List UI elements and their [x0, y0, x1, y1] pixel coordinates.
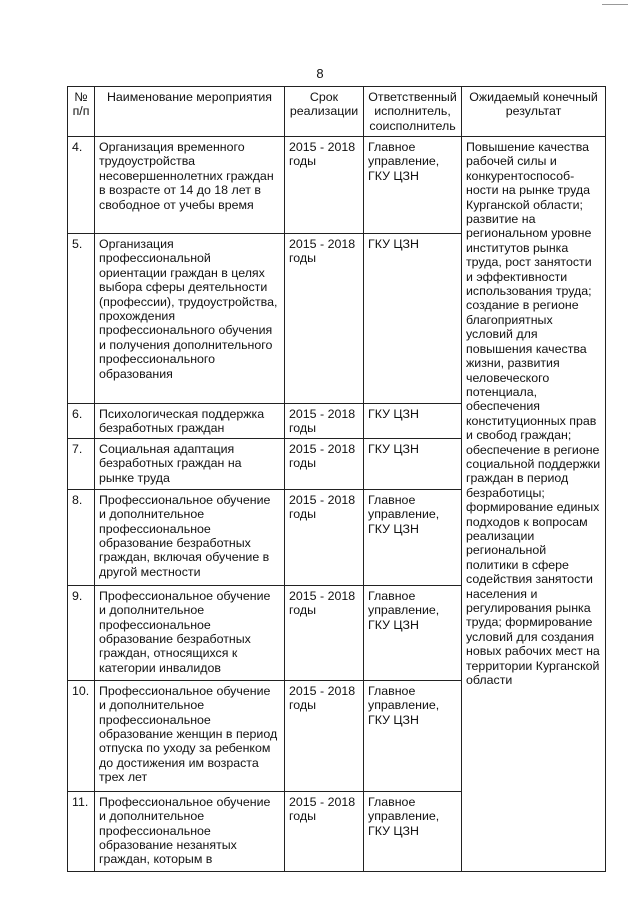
header-executor: Ответственный исполнитель, соисполнитель: [364, 87, 462, 137]
table-header: [68, 87, 606, 137]
measure-term: 2015 - 2018 годы: [285, 680, 364, 791]
row-number: 8.: [68, 489, 95, 585]
header-number: № п/п: [68, 87, 95, 137]
page-number: 8: [316, 66, 324, 81]
table-row: [68, 137, 606, 234]
header-measure-name: Наименование мероприятия: [95, 87, 285, 137]
measure-name: Профессиональное обучение и дополнительное профессиональное образование женщин в период отпуска по уходу за ребенком до достижения им возраста трех лет: [95, 680, 285, 791]
measure-term: 2015 - 2018 годы: [285, 585, 364, 680]
header-result: Ожидаемый конечный результат: [462, 87, 606, 137]
row-number: 6.: [68, 404, 95, 439]
measure-term: 2015 - 2018 годы: [285, 791, 364, 871]
header-term: Срок реализации: [285, 87, 364, 137]
expected-result: Повышение качества рабочей силы и конкурентоспособ-ности на рынке труда Курганской области; развитие на региональном уровне институтов рынка труда, рост занятости и эффективности использования труда; создание в регионе благоприятных условий для повышения качества жизни, развития человеческого потенциала, обеспечения конституционных прав и свобод граждан; обеспечение в регионе социальной поддержки граждан в период безработицы; формирование единых подходов к вопросам реализации региональной политики в сфере содействия занятости населения и регулирования рынка труда; формирование условий для создания новых рабочих мест на территории Курганской области: [462, 137, 606, 872]
measure-term: 2015 - 2018 годы: [285, 234, 364, 404]
measure-executor: ГКУ ЦЗН: [364, 438, 462, 489]
row-number: 7.: [68, 438, 95, 489]
measure-executor: Главное управление, ГКУ ЦЗН: [364, 585, 462, 680]
measure-executor: ГКУ ЦЗН: [364, 234, 462, 404]
header-row: [68, 87, 606, 137]
measure-name: Организация временного трудоустройства несовершеннолетних граждан в возрасте от 14 до 18 лет в свободное от учебы время: [95, 137, 285, 234]
measure-term: 2015 - 2018 годы: [285, 404, 364, 439]
measure-executor: Главное управление, ГКУ ЦЗН: [364, 137, 462, 234]
measure-name: Социальная адаптация безработных граждан на рынке труда: [95, 438, 285, 489]
row-number: 11.: [68, 791, 95, 871]
measure-executor: ГКУ ЦЗН: [364, 404, 462, 439]
row-number: 4.: [68, 137, 95, 234]
measures-table: [67, 86, 606, 872]
measure-executor: Главное управление, ГКУ ЦЗН: [364, 489, 462, 585]
measure-term: 2015 - 2018 годы: [285, 137, 364, 234]
row-number: 10.: [68, 680, 95, 791]
measure-name: Профессиональное обучение и дополнительное профессиональное образование безработных граждан, включая обучение в другой местности: [95, 489, 285, 585]
row-number: 9.: [68, 585, 95, 680]
measure-name: Психологическая поддержка безработных граждан: [95, 404, 285, 439]
measure-executor: Главное управление, ГКУ ЦЗН: [364, 791, 462, 871]
measure-executor: Главное управление, ГКУ ЦЗН: [364, 680, 462, 791]
row-number: 5.: [68, 234, 95, 404]
measure-name: Профессиональное обучение и дополнительное профессиональное образование безработных граждан, относящихся к категории инвалидов: [95, 585, 285, 680]
table-body: [68, 137, 606, 872]
measure-name: Организация профессиональной ориентации граждан в целях выбора сферы деятельности (профессии), трудоустройства, прохождения профессионального обучения и получения дополнительного профессионального образования: [95, 234, 285, 404]
measure-term: 2015 - 2018 годы: [285, 438, 364, 489]
measure-name: Профессиональное обучение и дополнительное профессиональное образование незанятых граждан, которым в: [95, 791, 285, 871]
scan-artifact-line: [602, 4, 628, 5]
measure-term: 2015 - 2018 годы: [285, 489, 364, 585]
